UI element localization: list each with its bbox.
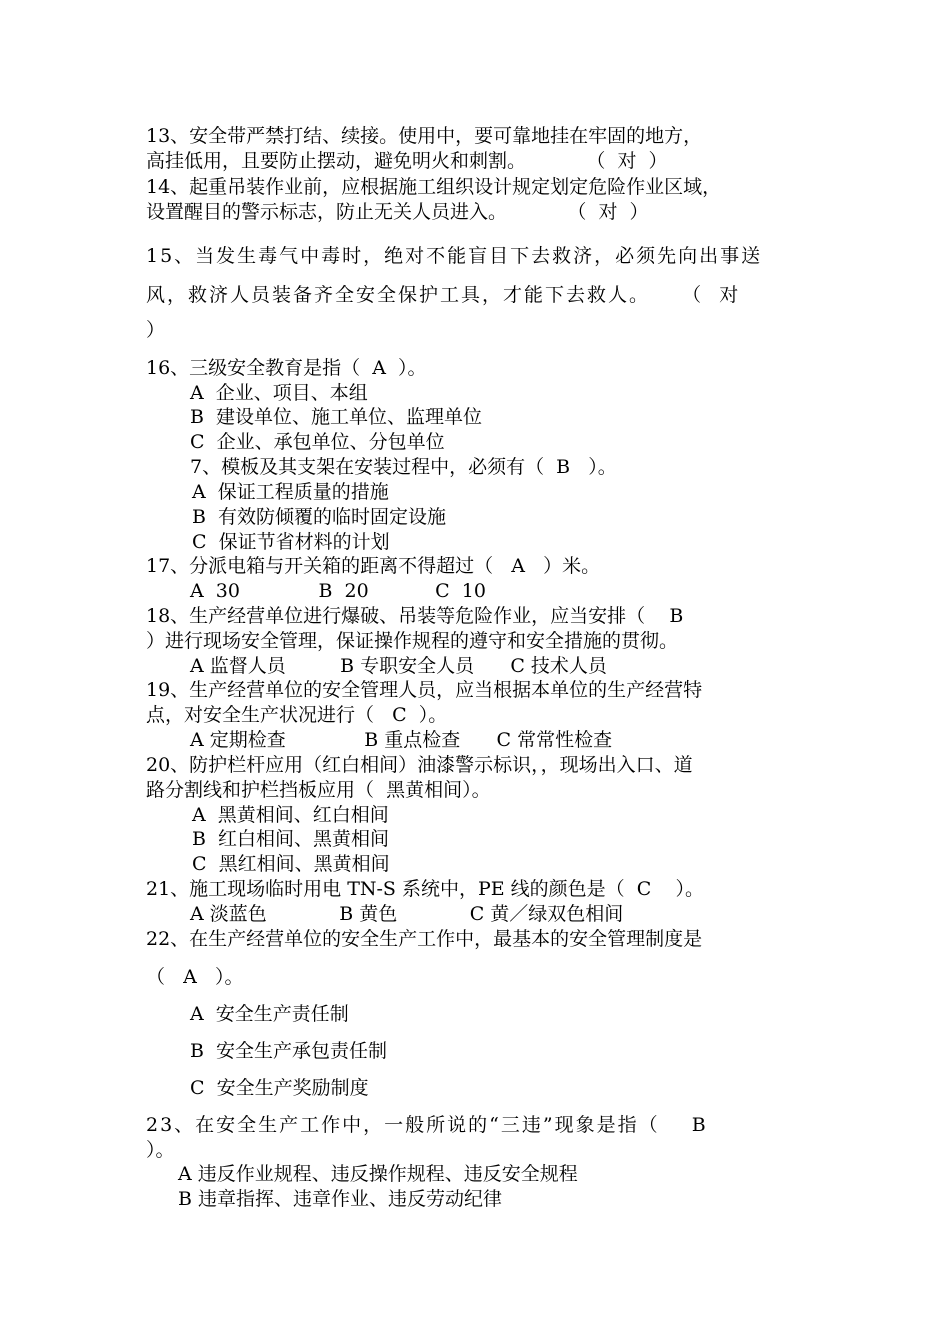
text-line: 点，对安全生产状况进行（ C ）。 (146, 704, 448, 726)
option-line: B 违章指挥、违章作业、违反劳动纪律 (178, 1188, 503, 1210)
text-line: 14、起重吊装作业前，应根据施工组织设计规定划定危险作业区域， (146, 176, 722, 198)
option-line: C 安全生产奖励制度 (190, 1077, 369, 1099)
text-line: ）。 (146, 1139, 175, 1161)
option-line: A 淡蓝色 B 黄色 C 黄／绿双色相间 (190, 903, 624, 925)
question-line: 19、生产经营单位的安全管理人员，应当根据本单位的生产经营特 (146, 679, 703, 701)
option-line: A 保证工程质量的措施 (192, 481, 389, 503)
option-line: B 红白相间、黑黄相间 (192, 828, 390, 850)
text-line: （ A ）。 (146, 966, 244, 988)
text-line: 设置醒目的警示标志，防止无关人员进入。 （ 对 ） (146, 201, 649, 223)
text-line: 13、安全带严禁打结、续接。使用中，要可靠地挂在牢固的地方， (146, 125, 703, 147)
option-line: A 安全生产责任制 (190, 1003, 349, 1025)
text-line: 15、当发生毒气中毒时，绝对不能盲目下去救济，必须先向出事送 (146, 245, 763, 267)
option-line: A 违反作业规程、违反操作规程、违反安全规程 (178, 1163, 578, 1185)
option-line: A 30 B 20 C 10 (190, 580, 486, 602)
option-line: A 定期检查 B 重点检查 C 常常性检查 (190, 729, 613, 751)
option-line: A 黑黄相间、红白相间 (192, 804, 389, 826)
text-line: 风，救济人员装备齐全安全保护工具，才能下去救人。 （ 对 (146, 284, 741, 306)
question-line: 18、生产经营单位进行爆破、吊装等危险作业，应当安排（ B (146, 605, 684, 627)
option-line: B 建设单位、施工单位、监理单位 (190, 406, 483, 428)
option-line: B 安全生产承包责任制 (190, 1040, 388, 1062)
question-line: 16、三级安全教育是指（ A ）。 (146, 357, 427, 379)
option-line: C 黑红相间、黑黄相间 (192, 853, 390, 875)
option-line: A 监督人员 B 专职安全人员 C 技术人员 (190, 655, 607, 677)
question-line: 22、在生产经营单位的安全生产工作中，最基本的安全管理制度是 (146, 928, 703, 950)
question-line: 7、模板及其支架在安装过程中，必须有（ B ）。 (190, 456, 617, 478)
question-line: 17、分派电箱与开关箱的距离不得超过（ A ）米。 (146, 555, 601, 577)
text-line: 路分割线和护栏挡板应用（ 黑黄相间）。 (146, 779, 491, 801)
question-line: 23、在安全生产工作中，一般所说的“三违”现象是指（ B (146, 1114, 708, 1136)
question-line: 21、施工现场临时用电 TN-S 系统中，PE 线的颜色是（ C ）。 (146, 878, 704, 900)
option-line: C 企业、承包单位、分包单位 (190, 431, 445, 453)
option-line: A 企业、项目、本组 (190, 382, 368, 404)
text-line: ） (146, 319, 166, 341)
option-line: B 有效防倾覆的临时固定设施 (192, 506, 447, 528)
text-line: ）进行现场安全管理，保证操作规程的遵守和安全措施的贯彻。 (146, 630, 679, 652)
text-line: 高挂低用，且要防止摆动，避免明火和刺割。 （ 对 ） (146, 150, 668, 172)
option-line: C 保证节省材料的计划 (192, 531, 390, 553)
question-line: 20、防护栏杆应用（红白相间）油漆警示标识，，现场出入口、道 (146, 754, 693, 776)
